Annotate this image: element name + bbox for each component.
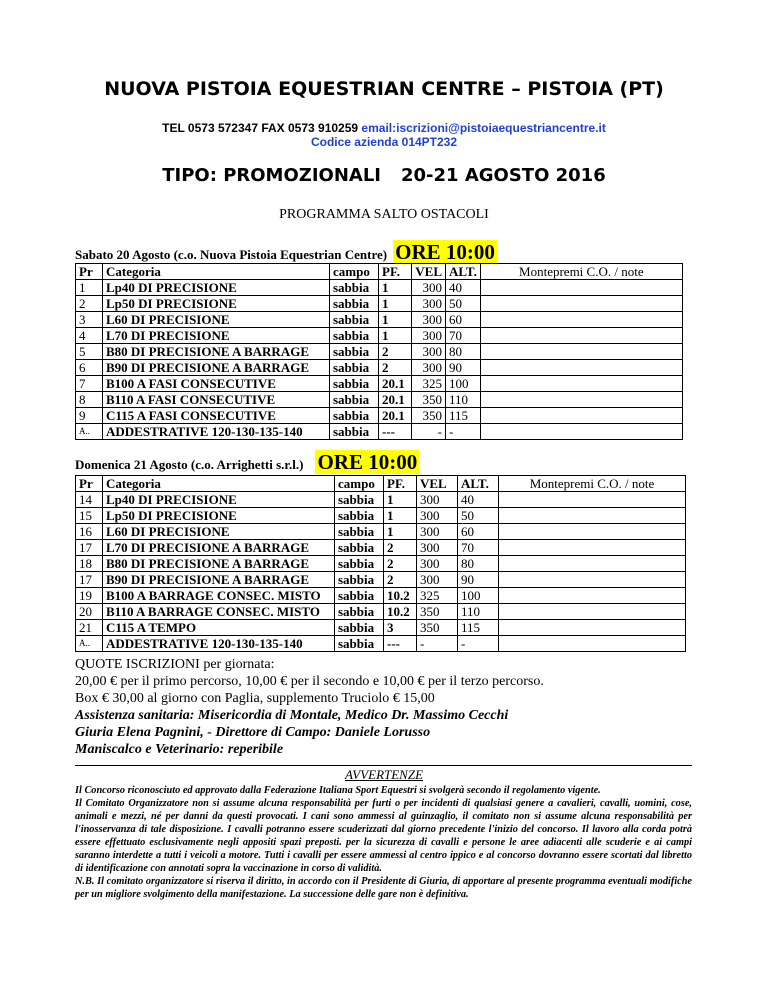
cell-cat: C115 A FASI CONSECUTIVE [103,408,330,424]
box-fees: Box € 30,00 al giorno con Paglia, supplemento Truciolo € 15,00 [75,691,435,706]
cell-note [480,392,682,408]
cell-campo: sabbia [335,508,384,524]
day1-label: Sabato 20 Agosto (c.o. Nuova Pistoia Equestrian Centre) [75,247,388,262]
cell-vel: 350 [412,408,446,424]
warnings-title: AVVERTENZE [344,767,424,782]
email-link[interactable]: email:iscrizioni@pistoiaequestriancentre.it [361,121,606,135]
cell-pr: 8 [76,392,103,408]
cell-pr: 1 [76,280,103,296]
cell-pr: 15 [76,508,103,524]
medical-assistance: Assistenza sanitaria: Misericordia di Montale, Medico Dr. Massimo Cecchi [75,708,509,723]
cell-vel: 300 [412,312,446,328]
cell-campo: sabbia [330,312,379,328]
table-row [76,376,683,392]
table-row [76,344,683,360]
cell-pf: 1 [379,296,412,312]
cell-pr: 2 [76,296,103,312]
day1-heading [75,240,497,265]
cell-cat: B100 A FASI CONSECUTIVE [103,376,330,392]
table-row [76,636,686,652]
cell-vel: 300 [417,508,458,524]
cell-vel: 300 [412,296,446,312]
cell-note [499,540,686,556]
cell-alt: 80 [458,556,499,572]
table-row [76,604,686,620]
cell-alt: 40 [458,492,499,508]
jury: Giuria Elena Pagnini, - Direttore di Campo: Daniele Lorusso [75,725,431,740]
cell-campo: sabbia [335,604,384,620]
cell-pr: 5 [76,344,103,360]
cell-alt: 60 [446,312,481,328]
cell-campo: sabbia [335,556,384,572]
cell-note [480,360,682,376]
cell-alt: 115 [446,408,481,424]
cell-pr: 4 [76,328,103,344]
cell-note [480,344,682,360]
cell-pr: 9 [76,408,103,424]
day2-heading [75,450,419,475]
cell-campo: sabbia [330,328,379,344]
cell-pf: 1 [384,492,417,508]
table-row [76,392,683,408]
cell-pf: 2 [384,540,417,556]
cell-pf: 1 [384,524,417,540]
cell-vel: - [417,636,458,652]
cell-vel: 350 [417,620,458,636]
column-header-pf: PF. [384,476,417,492]
event-type-heading [0,165,768,186]
fees-detail: 20,00 € per il primo percorso, 10,00 € per il secondo e 10,00 € per il terzo percorso. [75,674,544,689]
cell-vel: 300 [412,328,446,344]
cell-pf: 2 [384,556,417,572]
day2-label: Domenica 21 Agosto (c.o. Arrighetti s.r.l.) [75,457,304,472]
cell-pr: 20 [76,604,103,620]
cell-campo: sabbia [335,492,384,508]
column-header-campo: campo [330,264,379,280]
cell-alt: 50 [446,296,481,312]
company-code: Codice azienda 014PT232 [310,135,458,149]
cell-cat: B90 DI PRECISIONE A BARRAGE [103,360,330,376]
fees-heading: QUOTE ISCRIZIONI per giornata: [75,657,275,672]
column-header-cat: Categoria [103,264,330,280]
farrier-vet: Maniscalco e Veterinario: reperibile [75,742,284,757]
cell-pf: 1 [379,328,412,344]
cell-vel: 300 [417,540,458,556]
cell-vel: 325 [417,588,458,604]
event-type: TIPO: PROMOZIONALI [162,165,381,186]
cell-alt: 100 [446,376,481,392]
cell-cat: B80 DI PRECISIONE A BARRAGE [103,556,335,572]
cell-note [499,492,686,508]
cell-vel: - [412,424,446,440]
cell-cat: L70 DI PRECISIONE A BARRAGE [103,540,335,556]
column-header-campo: campo [335,476,384,492]
cell-vel: 300 [417,556,458,572]
column-header-note: Montepremi C.O. / note [499,476,686,492]
cell-pr: 21 [76,620,103,636]
cell-pf: 10.2 [384,588,417,604]
cell-pf: 10.2 [384,604,417,620]
cell-vel: 350 [417,604,458,620]
cell-pf: --- [379,424,412,440]
cell-note [499,588,686,604]
table-row [76,360,683,376]
fees-section [75,656,544,758]
cell-cat: ADDESTRATIVE 120-130-135-140 [103,636,335,652]
cell-pr: A.. [76,424,103,440]
column-header-vel: VEL [417,476,458,492]
cell-vel: 300 [412,280,446,296]
warnings-text [75,784,692,901]
cell-pr: 6 [76,360,103,376]
cell-alt: - [446,424,481,440]
table-header-row [76,264,683,280]
cell-campo: sabbia [330,424,379,440]
table-row [76,540,686,556]
cell-vel: 300 [417,492,458,508]
cell-cat: C115 A TEMPO [103,620,335,636]
cell-alt: 40 [446,280,481,296]
table-row [76,556,686,572]
cell-campo: sabbia [335,524,384,540]
cell-note [499,620,686,636]
cell-campo: sabbia [330,280,379,296]
table-row [76,492,686,508]
cell-pr: 18 [76,556,103,572]
cell-alt: 110 [458,604,499,620]
cell-note [480,376,682,392]
cell-pf: 1 [379,280,412,296]
cell-pr: A.. [76,636,103,652]
cell-campo: sabbia [335,636,384,652]
cell-cat: Lp40 DI PRECISIONE [103,492,335,508]
cell-pf: 1 [384,508,417,524]
divider [75,765,692,766]
column-header-vel: VEL [412,264,446,280]
cell-pf: 20.1 [379,376,412,392]
table-header-row [76,476,686,492]
cell-note [499,556,686,572]
cell-vel: 300 [412,360,446,376]
cell-campo: sabbia [330,360,379,376]
cell-pf: 1 [379,312,412,328]
cell-cat: Lp50 DI PRECISIONE [103,296,330,312]
table-row [76,296,683,312]
cell-alt: 100 [458,588,499,604]
cell-campo: sabbia [330,344,379,360]
cell-vel: 325 [412,376,446,392]
cell-alt: 50 [458,508,499,524]
day2-table [75,475,686,652]
cell-pf: 2 [384,572,417,588]
cell-campo: sabbia [330,296,379,312]
cell-pf: 2 [379,344,412,360]
cell-campo: sabbia [330,392,379,408]
cell-pr: 17 [76,540,103,556]
column-header-alt: ALT. [446,264,481,280]
table-row [76,328,683,344]
column-header-pf: PF. [379,264,412,280]
document-title: NUOVA PISTOIA EQUESTRIAN CENTRE – PISTOIA (PT) [104,78,664,100]
cell-cat: Lp40 DI PRECISIONE [103,280,330,296]
cell-cat: B110 A FASI CONSECUTIVE [103,392,330,408]
table-row [76,424,683,440]
cell-vel: 350 [412,392,446,408]
cell-alt: - [458,636,499,652]
table-row [76,588,686,604]
cell-alt: 90 [446,360,481,376]
phone-fax: TEL 0573 572347 FAX 0573 910259 [162,121,359,135]
cell-note [499,604,686,620]
cell-alt: 70 [446,328,481,344]
cell-alt: 90 [458,572,499,588]
cell-alt: 60 [458,524,499,540]
cell-note [499,508,686,524]
cell-alt: 80 [446,344,481,360]
table-row [76,408,683,424]
event-dates: 20-21 AGOSTO 2016 [400,165,606,186]
contact-block [0,121,768,149]
cell-pr: 17 [76,572,103,588]
cell-cat: B100 A BARRAGE CONSEC. MISTO [103,588,335,604]
cell-note [480,296,682,312]
cell-pr: 16 [76,524,103,540]
cell-note [480,328,682,344]
program-subtitle: PROGRAMMA SALTO OSTACOLI [279,207,489,222]
cell-alt: 110 [446,392,481,408]
cell-alt: 70 [458,540,499,556]
cell-vel: 300 [417,524,458,540]
column-header-alt: ALT. [458,476,499,492]
cell-note [499,572,686,588]
cell-pr: 7 [76,376,103,392]
cell-campo: sabbia [330,408,379,424]
cell-pr: 14 [76,492,103,508]
cell-cat: L70 DI PRECISIONE [103,328,330,344]
warnings-paragraph: N.B. Il comitato organizzatore si riserva il diritto, in accordo con il Presidente di Giuria, di apportare al presente programma eventuali modifiche per un migliore svolgimento della manifestazione. La successione delle gare non è definitiva. [75,876,692,900]
cell-pf: 20.1 [379,408,412,424]
cell-cat: B110 A BARRAGE CONSEC. MISTO [103,604,335,620]
cell-pr: 3 [76,312,103,328]
day2-start-time: ORE 10:00 [317,450,418,474]
warnings-paragraph: Il Concorso riconosciuto ed approvato dalla Federazione Italiana Sport Equestri si svolgerà secondo il regolamento vigente. [75,785,601,796]
cell-note [480,408,682,424]
day1-start-time: ORE 10:00 [395,240,495,264]
cell-cat: L60 DI PRECISIONE [103,524,335,540]
cell-campo: sabbia [335,540,384,556]
cell-cat: B90 DI PRECISIONE A BARRAGE [103,572,335,588]
day1-table [75,263,683,440]
cell-pr: 19 [76,588,103,604]
cell-pf: 2 [379,360,412,376]
cell-pf: 20.1 [379,392,412,408]
table-row [76,312,683,328]
table-row [76,572,686,588]
cell-note [499,524,686,540]
table-row [76,620,686,636]
cell-note [499,636,686,652]
cell-pf: 3 [384,620,417,636]
cell-campo: sabbia [330,376,379,392]
cell-cat: Lp50 DI PRECISIONE [103,508,335,524]
table-row [76,524,686,540]
cell-alt: 115 [458,620,499,636]
cell-vel: 300 [417,572,458,588]
cell-note [480,312,682,328]
table-row [76,508,686,524]
cell-note [480,280,682,296]
cell-pf: --- [384,636,417,652]
column-header-cat: Categoria [103,476,335,492]
cell-campo: sabbia [335,620,384,636]
cell-cat: B80 DI PRECISIONE A BARRAGE [103,344,330,360]
cell-cat: ADDESTRATIVE 120-130-135-140 [103,424,330,440]
column-header-pr: Pr [76,264,103,280]
cell-campo: sabbia [335,572,384,588]
cell-vel: 300 [412,344,446,360]
cell-campo: sabbia [335,588,384,604]
warnings-paragraph: Il Comitato Organizzatore non si assume alcuna responsabilità per furti o per incidenti di qualsiasi genere a cavalieri, cavalli, uomini, cose, animali e mezzi, né per danni da questi provocati. I cani sono ammessi al guinzaglio, il comitato non si assume alcuna responsabilità per l'inosservanza di tale disposizione. I cavalli potranno essere scuderizzati dal giorno precedente l'inizio del concorso. Il lavoro alla corda potrà essere effettuato esclusivamente negli appositi spazi preposti. per la sicurezza di cavalli e persone le aree adiacenti alle scuderie e ai campi saranno interdette a tutti i veicoli a motore. Tutti i cavalli per essere ammessi al centro ippico e al concorso dovranno essere scortati dal libretto di identificazione con annotati sopra la vaccinazione in corso di validità. [75,798,692,874]
cell-cat: L60 DI PRECISIONE [103,312,330,328]
column-header-pr: Pr [76,476,103,492]
cell-note [480,424,682,440]
table-row [76,280,683,296]
column-header-note: Montepremi C.O. / note [480,264,682,280]
